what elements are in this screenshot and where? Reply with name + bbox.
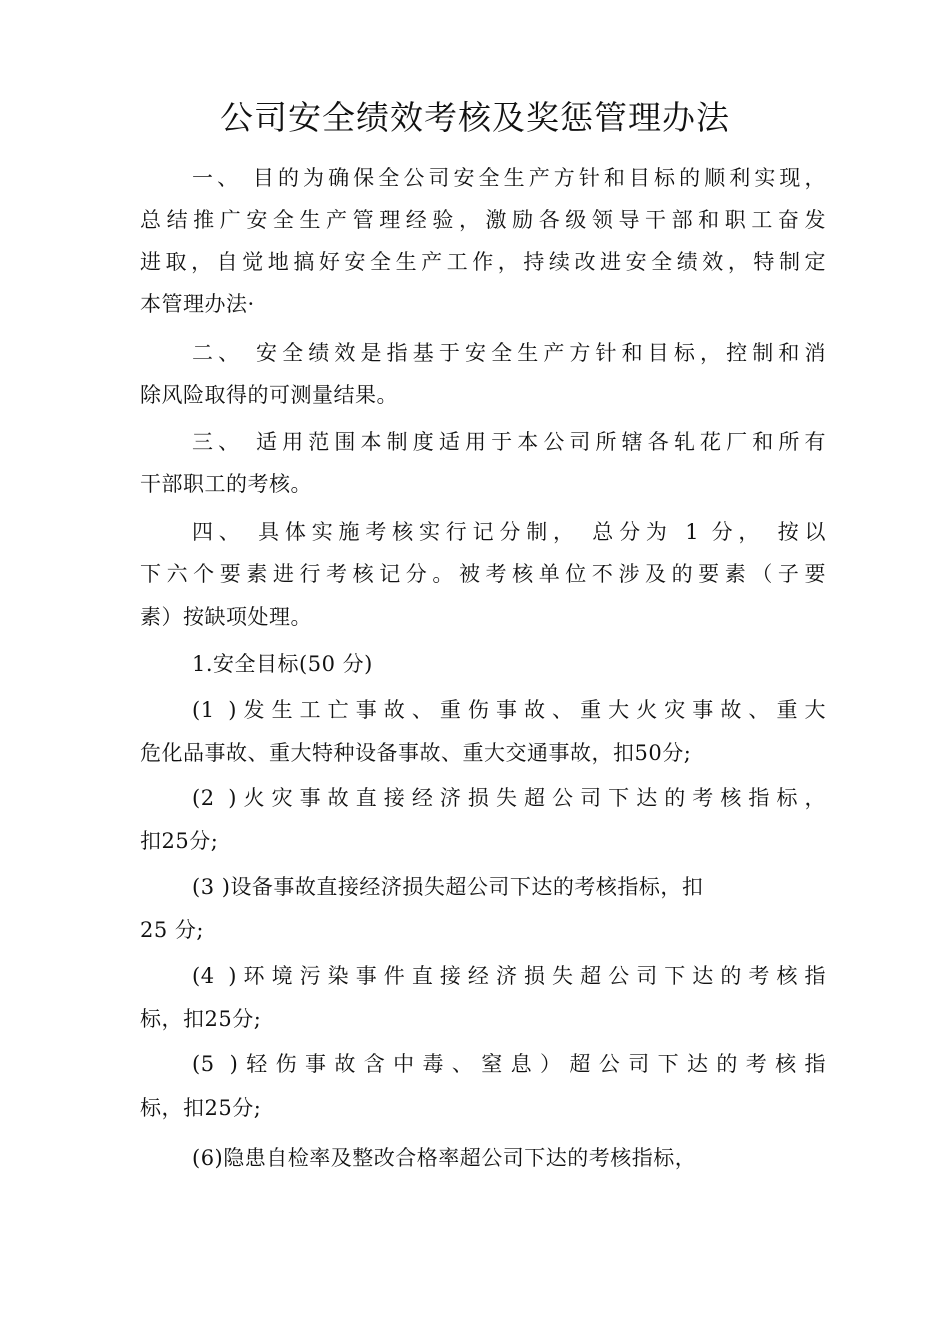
- paragraph-line: 危化品事故、重大特种设备事故、重大交通事故，扣50分;: [140, 741, 692, 765]
- paragraph-line: 三、 适用范围本制度适用于本公司所辖各轧花厂和所有: [192, 430, 826, 454]
- paragraph-line: (2 )火灾事故直接经济损失超公司下达的考核指标，: [192, 786, 826, 810]
- paragraph-line: 本管理办法·: [140, 292, 255, 316]
- paragraph-line: (5 )轻伤事故含中毒、窒息）超公司下达的考核指: [192, 1052, 826, 1076]
- document-title: 公司安全绩效考核及奖惩管理办法: [220, 98, 730, 137]
- paragraph-line: 干部职工的考核。: [140, 472, 312, 496]
- paragraph-line: (3 )设备事故直接经济损失超公司下达的考核指标，扣: [192, 875, 704, 899]
- paragraph-line: 一、 目的为确保全公司安全生产方针和目标的顺利实现，: [192, 166, 826, 190]
- paragraph-line: 进取，自觉地搞好安全生产工作，持续改进安全绩效，特制定: [140, 250, 826, 274]
- paragraph-line: 下六个要素进行考核记分。被考核单位不涉及的要素（子要: [140, 562, 826, 586]
- paragraph-line: 二、 安全绩效是指基于安全生产方针和目标，控制和消: [192, 341, 826, 365]
- paragraph-line: 25 分;: [140, 918, 204, 942]
- paragraph-line: 除风险取得的可测量结果。: [140, 383, 398, 407]
- paragraph-line: 标，扣25分;: [140, 1096, 262, 1120]
- paragraph-line: (4 )环境污染事件直接经济损失超公司下达的考核指: [192, 964, 826, 988]
- paragraph-line: 总结推广安全生产管理经验，激励各级领导干部和职工奋发: [140, 208, 826, 232]
- paragraph-line: (1 )发生工亡事故、重伤事故、重大火灾事故、重大: [192, 698, 826, 722]
- paragraph-line: 素）按缺项处理。: [140, 605, 312, 629]
- paragraph-line: 标，扣25分;: [140, 1007, 262, 1031]
- section-heading: 1.安全目标(50 分): [192, 652, 373, 676]
- paragraph-line: 扣25分;: [140, 829, 219, 853]
- paragraph-line: 四、 具体实施考核实行记分制， 总分为 1 分， 按以: [192, 520, 826, 544]
- paragraph-line: (6)隐患自检率及整改合格率超公司下达的考核指标，: [192, 1146, 697, 1170]
